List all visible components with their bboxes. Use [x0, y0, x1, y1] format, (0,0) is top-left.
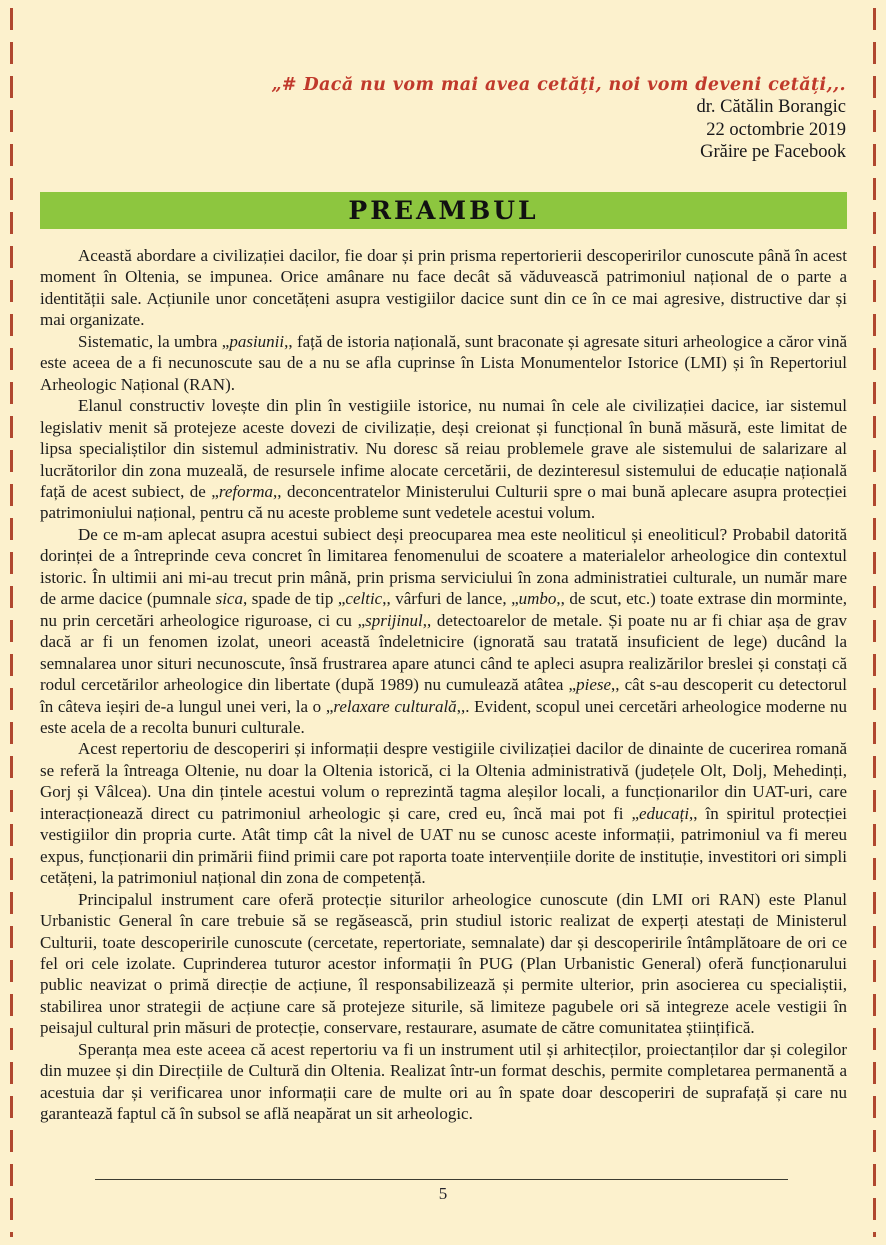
author-line: dr. Cătălin Borangic	[696, 97, 846, 117]
paragraph: De ce m-am aplecat asupra acestui subiect deși preocuparea mea este neoliticul și eneoliticul? Probabil datorită dorinței de a întreprinde ceva concret în limitarea fenomenului de scoatere a materialelor arheologice din contextul istoric. În ultimii ani mi-au trecut prin mână, prin prisma serviciului în zona administratiei culturale, un număr mare de arme dacice (pumnale sica, spade de tip „celtic,, vârfuri de lance, „umbo,, de scut, etc.) toate extrase din morminte, nu prin cercetări arheologice riguroase, ci cu „sprijinul,, detectoarelor de metale. Și poate nu ar fi chiar așa de grav dacă ar fi un fenomen izolat, uneori această îndeletnicire (ignorată sau tratată insuficient de lege) ducând la semnalarea unor situri necunoscute, însă frustrarea apare atunci când te apleci asupra realizărilor breslei și constați că rodul cercetărilor arheologice din libertate (după 1989) nu cumulează atâtea „piese,, cât s-au descoperit cu detectorul în câteva ieșiri de-a lungul unei veri, la o „relaxare culturală,,. Evident, scopul unei cercetări arheologice moderne nu este acela de a recolta bunuri culturale.	[40, 524, 847, 737]
date-line: 22 octombrie 2019	[706, 119, 846, 140]
section-title: PREAMBUL	[348, 196, 539, 225]
paragraph: Această abordare a civilizației dacilor, fie doar și prin prisma repertorierii descoperirilor cunoscute până în acest moment în Oltenia, se impunea. Orice amânare nu face decât să văduvească patrimoniul național de o parte a identității sale. Acțiunile unor concetățeni asupra vestigiilor dacice sunt din ce în ce mai agresive, distructive dar și mai organizate.	[40, 246, 847, 330]
page-number: 5	[438, 1184, 448, 1203]
left-dashed-border	[10, 8, 13, 1237]
right-dashed-border	[873, 8, 876, 1237]
paragraph: Elanul constructiv lovește din plin în vestigiile istorice, nu numai în cele ale civilizației dacice, iar sistemul legislativ menit să protejeze aceste dovezi de civilizație, deși creionat și funcțional în bună măsură, este limitat de lipsa specialiștilor din sistemul administrativ. Nu doresc să reiau problemele grave ale sistemului de salarizare al lucrătorilor din zona muzeală, de resursele infime alocate cercetării, de dezinteresul sistemului de educație națională față de acest subiect, de „reforma,, deconcentratelor Ministerului Culturii spre o mai bună aplecare asupra protecției patrimoniului național, pentru că nu aceste probleme sunt vedetele acestui volum.	[40, 396, 847, 523]
header-quote: „# Dacă nu vom mai avea cetăți, noi vom deveni cetăți,,.	[271, 75, 846, 95]
paragraph: Acest repertoriu de descoperiri și informații despre vestigiile civilizației dacilor de dinainte de cucerirea romană se referă la întreaga Oltenie, nu doar la Oltenia istorică, ci la Oltenia administrativă (județele Olt, Dolj, Mehedinți, Gorj și Vâlcea). Una din țintele acestui volum o reprezintă tagma aleșilor locali, a funcționarilor din UAT-uri, care interacționează direct cu patrimoniul arheologic și care, cred eu, încă mai pot fi „educați,, în spiritul protecției vestigiilor din propria curte. Atât timp cât la nivel de UAT nu se cunosc aceste informații, patrimoniul va fi mereu expus, funcționarii din primării fiind primii care pot raporta toate intervențiile dorite de instituție, investitori ori simpli cetățeni, la patrimoniul național din zona de competență.	[40, 739, 847, 888]
header-block	[200, 74, 846, 164]
footer-rule	[95, 1179, 788, 1180]
paragraph: Speranța mea este aceea că acest repertoriu va fi un instrument util și arhitecților, proiectanților dar și colegilor din muzee și din Direcțiile de Cultură din Oltenia. Realizat într-un format deschis, permite completarea permanentă a acestuia dar și verificarea unor informații care de multe ori au în spate doar descoperiri de suprafață și care nu garantează faptul că în subsol se află neapărat un sit arheologic.	[40, 1039, 847, 1124]
body-paragraphs	[40, 245, 847, 1125]
paragraph: Sistematic, la umbra „pasiunii,, față de istoria națională, sunt braconate și agresate situri arheologice a căror vină este aceea de a fi necunoscute sau de a nu se afla cuprinse în Lista Monumentelor Istorice (LMI) și în Repertoriul Arheologic Național (RAN).	[40, 331, 847, 394]
paragraph: Principalul instrument care oferă protecție siturilor arheologice cunoscute (din LMI ori RAN) este Planul Urbanistic General în care trebuie să se regăsească, prin studiul istoric realizat de experți atestați de Ministerul Culturii, toate descoperirile cunoscute (cercetate, repertoriate, semnalate) dar și descoperirile întâmplătoare de ori ce fel ori cele izolate. Cuprinderea tuturor acestor informații în PUG (Plan Urbanistic General) oferă funcționarului public neavizat o primă direcție de acțiune, îl responsabilizează și permite ulterior, prin asocierea cu specialiștii, stabilirea unor strategii de acțiune care să protejeze siturile, să limiteze pagubele ori să integreze acele vestigii în peisajul cultural prin măsuri de protecție, conservare, restaurare, asumate de către comunitatea științifică.	[40, 889, 847, 1038]
source-line: Grăire pe Facebook	[700, 142, 846, 163]
section-banner	[40, 192, 847, 229]
